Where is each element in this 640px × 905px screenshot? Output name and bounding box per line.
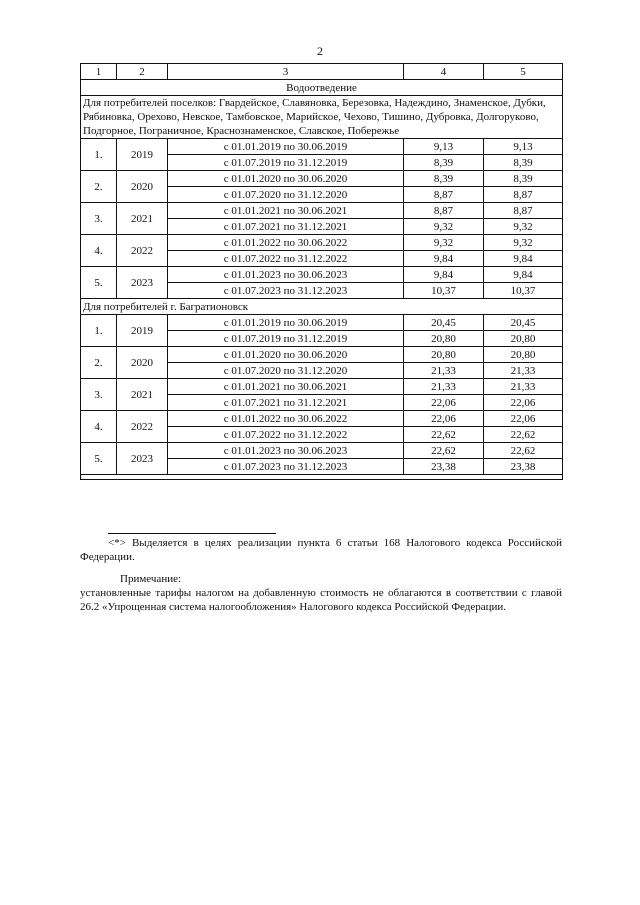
blank-cell xyxy=(81,475,563,480)
note-text: установленные тарифы налогом на добавленную стоимость не облагаются в соответствии с главой 26.2 «Упрощенная система налогообложения» Налогового кодекса Российской Федерации. xyxy=(80,587,562,613)
tariff-table xyxy=(80,63,563,480)
blank-row xyxy=(81,475,563,480)
table-row xyxy=(81,411,563,427)
row-year: 2020 xyxy=(117,171,168,203)
group-row xyxy=(81,96,563,139)
row-period: с 01.07.2022 по 31.12.2022 xyxy=(168,427,404,443)
row-tariff-col5: 8,87 xyxy=(484,203,563,219)
row-tariff-col4: 20,45 xyxy=(404,315,484,331)
row-year: 2022 xyxy=(117,235,168,267)
row-number: 2. xyxy=(81,347,117,379)
row-period: с 01.07.2019 по 31.12.2019 xyxy=(168,155,404,171)
row-period: с 01.01.2022 по 30.06.2022 xyxy=(168,411,404,427)
table-row xyxy=(81,267,563,283)
row-tariff-col5: 22,62 xyxy=(484,443,563,459)
row-period: с 01.07.2023 по 31.12.2023 xyxy=(168,459,404,475)
group-title: Для потребителей г. Багратионовск xyxy=(81,299,563,315)
notes-block xyxy=(80,533,562,614)
table-row xyxy=(81,203,563,219)
note-heading: Примечание: xyxy=(120,573,182,585)
table-row xyxy=(81,171,563,187)
group-title: Для потребителей поселков: Гвардейское, Славяновка, Березовка, Надеждино, Знаменское, Дубки, Рябиновка, Орехово, Невское, Тамбовское, Марийское, Чехово, Тишино, Дубровка, Долгоруково, Подгорное, Пограничное, Краснознаменское, Славское, Побережье xyxy=(81,96,563,139)
row-tariff-col4: 9,84 xyxy=(404,251,484,267)
row-period: с 01.01.2023 по 30.06.2023 xyxy=(168,267,404,283)
table-row xyxy=(81,347,563,363)
footnote: <*> Выделяется в целях реализации пункта 6 статьи 168 Налогового кодекса Российской Федерации. xyxy=(80,537,562,563)
row-number: 4. xyxy=(81,235,117,267)
section-row xyxy=(81,80,563,96)
row-tariff-col5: 20,80 xyxy=(484,331,563,347)
row-period: с 01.01.2019 по 30.06.2019 xyxy=(168,315,404,331)
row-tariff-col5: 10,37 xyxy=(484,283,563,299)
row-tariff-col4: 20,80 xyxy=(404,347,484,363)
row-year: 2021 xyxy=(117,203,168,235)
row-tariff-col5: 21,33 xyxy=(484,363,563,379)
row-tariff-col5: 22,06 xyxy=(484,395,563,411)
row-tariff-col5: 8,87 xyxy=(484,187,563,203)
row-year: 2020 xyxy=(117,347,168,379)
row-period: с 01.01.2021 по 30.06.2021 xyxy=(168,203,404,219)
row-period: с 01.07.2022 по 31.12.2022 xyxy=(168,251,404,267)
row-tariff-col5: 9,13 xyxy=(484,139,563,155)
row-period: с 01.01.2019 по 30.06.2019 xyxy=(168,139,404,155)
row-tariff-col4: 22,62 xyxy=(404,427,484,443)
row-number: 1. xyxy=(81,315,117,347)
row-period: с 01.01.2020 по 30.06.2020 xyxy=(168,347,404,363)
row-year: 2021 xyxy=(117,379,168,411)
row-tariff-col5: 8,39 xyxy=(484,155,563,171)
row-number: 3. xyxy=(81,203,117,235)
row-number: 5. xyxy=(81,443,117,475)
row-period: с 01.07.2021 по 31.12.2021 xyxy=(168,219,404,235)
row-year: 2022 xyxy=(117,411,168,443)
row-period: с 01.01.2022 по 30.06.2022 xyxy=(168,235,404,251)
group-row xyxy=(81,299,563,315)
row-tariff-col5: 9,84 xyxy=(484,251,563,267)
row-period: с 01.07.2020 по 31.12.2020 xyxy=(168,363,404,379)
row-period: с 01.07.2019 по 31.12.2019 xyxy=(168,331,404,347)
row-tariff-col4: 22,06 xyxy=(404,395,484,411)
row-tariff-col5: 21,33 xyxy=(484,379,563,395)
row-tariff-col4: 22,62 xyxy=(404,443,484,459)
table-row xyxy=(81,139,563,155)
row-number: 3. xyxy=(81,379,117,411)
row-year: 2023 xyxy=(117,443,168,475)
row-tariff-col4: 23,38 xyxy=(404,459,484,475)
row-number: 5. xyxy=(81,267,117,299)
row-tariff-col5: 8,39 xyxy=(484,171,563,187)
row-tariff-col5: 23,38 xyxy=(484,459,563,475)
table-row xyxy=(81,235,563,251)
row-year: 2023 xyxy=(117,267,168,299)
row-tariff-col4: 21,33 xyxy=(404,363,484,379)
row-year: 2019 xyxy=(117,139,168,171)
row-tariff-col4: 9,84 xyxy=(404,267,484,283)
row-tariff-col4: 8,87 xyxy=(404,203,484,219)
page-number: 2 xyxy=(317,44,323,58)
row-tariff-col4: 9,32 xyxy=(404,219,484,235)
row-tariff-col5: 22,06 xyxy=(484,411,563,427)
row-period: с 01.01.2020 по 30.06.2020 xyxy=(168,171,404,187)
row-number: 2. xyxy=(81,171,117,203)
section-title: Водоотведение xyxy=(81,80,563,96)
row-tariff-col4: 21,33 xyxy=(404,379,484,395)
header-cell: 1 xyxy=(81,64,117,80)
header-cell: 4 xyxy=(404,64,484,80)
header-cell: 2 xyxy=(117,64,168,80)
header-cell: 3 xyxy=(168,64,404,80)
table-row xyxy=(81,443,563,459)
row-period: с 01.07.2023 по 31.12.2023 xyxy=(168,283,404,299)
row-tariff-col5: 9,32 xyxy=(484,235,563,251)
row-tariff-col4: 8,39 xyxy=(404,155,484,171)
header-cell: 5 xyxy=(484,64,563,80)
row-tariff-col4: 8,39 xyxy=(404,171,484,187)
row-tariff-col4: 20,80 xyxy=(404,331,484,347)
row-period: с 01.07.2020 по 31.12.2020 xyxy=(168,187,404,203)
row-tariff-col5: 9,32 xyxy=(484,219,563,235)
row-tariff-col4: 22,06 xyxy=(404,411,484,427)
row-tariff-col4: 9,32 xyxy=(404,235,484,251)
footnote-rule xyxy=(108,533,276,534)
row-period: с 01.01.2021 по 30.06.2021 xyxy=(168,379,404,395)
header-row xyxy=(81,64,563,80)
row-tariff-col4: 10,37 xyxy=(404,283,484,299)
row-number: 1. xyxy=(81,139,117,171)
row-period: с 01.07.2021 по 31.12.2021 xyxy=(168,395,404,411)
table-row xyxy=(81,379,563,395)
row-tariff-col4: 8,87 xyxy=(404,187,484,203)
row-tariff-col5: 9,84 xyxy=(484,267,563,283)
row-number: 4. xyxy=(81,411,117,443)
row-year: 2019 xyxy=(117,315,168,347)
row-tariff-col4: 9,13 xyxy=(404,139,484,155)
row-tariff-col5: 20,45 xyxy=(484,315,563,331)
row-period: с 01.01.2023 по 30.06.2023 xyxy=(168,443,404,459)
row-tariff-col5: 22,62 xyxy=(484,427,563,443)
table-row xyxy=(81,315,563,331)
row-tariff-col5: 20,80 xyxy=(484,347,563,363)
